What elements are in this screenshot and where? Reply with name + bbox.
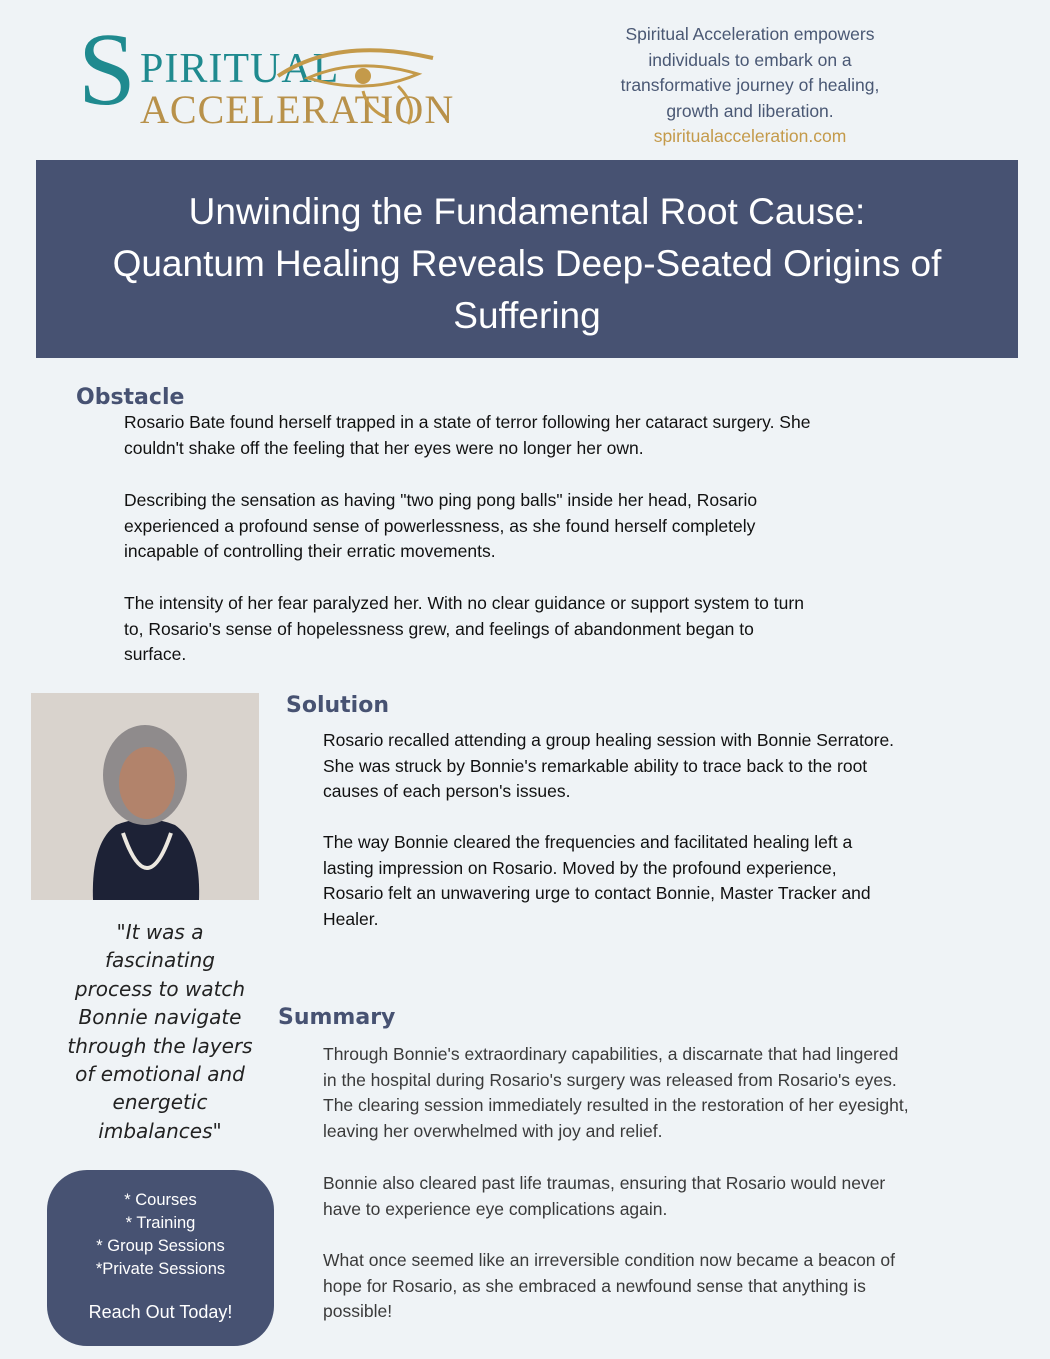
text-line: She was struck by Bonnie's remarkable ability to trace back to the root bbox=[323, 755, 868, 776]
text-line: incapable of controlling their erratic movements. bbox=[124, 541, 496, 562]
service-item: *Private Sessions bbox=[95, 1260, 226, 1278]
tagline bbox=[590, 22, 910, 150]
text-line: experienced a profound sense of powerlessness, as she found herself completely bbox=[124, 515, 756, 536]
page-title bbox=[76, 186, 978, 342]
obstacle-paragraph bbox=[124, 488, 757, 565]
text-line: Bonnie also cleared past life traumas, ensuring that Rosario would never bbox=[323, 1173, 886, 1193]
quote-line: through the layers bbox=[67, 1033, 253, 1058]
tagline-line: transformative journey of healing, bbox=[620, 75, 880, 96]
text-line: lasting impression on Rosario. Moved by the profound experience, bbox=[323, 857, 837, 878]
quote-line: "It was a bbox=[116, 920, 204, 944]
text-line: Rosario Bate found herself trapped in a state of terror following her cataract surgery. She bbox=[124, 412, 811, 432]
brand-logo bbox=[78, 12, 455, 132]
text-line: Healer. bbox=[323, 909, 379, 930]
obstacle-paragraph bbox=[124, 410, 810, 461]
logo-word-1: PIRITUAL bbox=[140, 46, 340, 92]
obstacle-heading: Obstacle bbox=[76, 385, 185, 410]
summary-paragraph bbox=[323, 1171, 885, 1222]
reach-out-button[interactable]: Reach Out Today! bbox=[88, 1302, 233, 1322]
text-line: The intensity of her fear paralyzed her. With no clear guidance or support system to turn bbox=[124, 593, 804, 613]
title-line: Unwinding the Fundamental Root Cause: bbox=[188, 191, 866, 232]
solution-heading: Solution bbox=[286, 693, 389, 718]
text-line: have to experience eye complications again. bbox=[323, 1198, 668, 1219]
title-line: Quantum Healing Reveals Deep-Seated Origins of bbox=[112, 243, 942, 284]
text-line: causes of each person's issues. bbox=[323, 781, 571, 802]
website-link[interactable]: spiritualacceleration.com bbox=[653, 126, 847, 147]
quote-line: Bonnie navigate bbox=[78, 1005, 242, 1030]
text-line: leaving her overwhelmed with joy and relief. bbox=[323, 1121, 663, 1142]
text-line: The way Bonnie cleared the frequencies and facilitated healing left a bbox=[323, 832, 853, 852]
solution-paragraph bbox=[323, 728, 894, 805]
text-line: Describing the sensation as having "two ping pong balls" inside her head, Rosario bbox=[124, 490, 758, 510]
services-callout[interactable] bbox=[47, 1170, 274, 1346]
summary-heading: Summary bbox=[278, 1005, 396, 1030]
quote-line: of emotional and bbox=[75, 1062, 245, 1087]
portrait-photo bbox=[31, 693, 259, 900]
quote-line: fascinating bbox=[105, 948, 215, 973]
service-item: * Training bbox=[125, 1214, 196, 1232]
title-line: Suffering bbox=[453, 295, 601, 336]
logo-initial: S bbox=[78, 12, 136, 127]
text-line: The clearing session immediately resulted in the restoration of her eyesight, bbox=[323, 1095, 909, 1116]
title-banner bbox=[36, 160, 1018, 358]
text-line: hope for Rosario, as she embraced a newfound sense that anything is bbox=[323, 1275, 866, 1296]
service-item: * Group Sessions bbox=[96, 1237, 225, 1255]
tagline-line: individuals to embark on a bbox=[648, 49, 852, 70]
quote-line: energetic bbox=[112, 1090, 208, 1115]
quote-line: imbalances" bbox=[98, 1118, 222, 1143]
summary-paragraph bbox=[323, 1042, 909, 1145]
testimonial-quote bbox=[58, 918, 262, 1145]
eye-of-horus-icon bbox=[268, 36, 438, 126]
solution-paragraph bbox=[323, 830, 871, 933]
service-item: * Courses bbox=[124, 1191, 197, 1209]
summary-paragraph bbox=[323, 1248, 895, 1325]
text-line: surface. bbox=[124, 644, 187, 665]
text-line: couldn't shake off the feeling that her eyes were no longer her own. bbox=[124, 437, 644, 458]
text-line: Through Bonnie's extraordinary capabilities, a discarnate that had lingered bbox=[323, 1044, 899, 1064]
tagline-line: Spiritual Acceleration empowers bbox=[625, 24, 875, 44]
obstacle-paragraph bbox=[124, 591, 804, 668]
text-line: Rosario recalled attending a group healing session with Bonnie Serratore. bbox=[323, 730, 895, 750]
services-list bbox=[47, 1189, 274, 1281]
text-line: Rosario felt an unwavering urge to contact Bonnie, Master Tracker and bbox=[323, 883, 871, 904]
quote-line: process to watch bbox=[74, 976, 246, 1001]
text-line: in the hospital during Rosario's surgery was released from Rosario's eyes. bbox=[323, 1069, 897, 1090]
text-line: to, Rosario's sense of hopelessness grew, and feelings of abandonment began to bbox=[124, 618, 754, 639]
logo-word-2: ACCELERATION bbox=[140, 87, 455, 132]
text-line: possible! bbox=[323, 1301, 393, 1322]
text-line: What once seemed like an irreversible condition now became a beacon of bbox=[323, 1250, 895, 1270]
tagline-line: growth and liberation. bbox=[666, 100, 834, 121]
